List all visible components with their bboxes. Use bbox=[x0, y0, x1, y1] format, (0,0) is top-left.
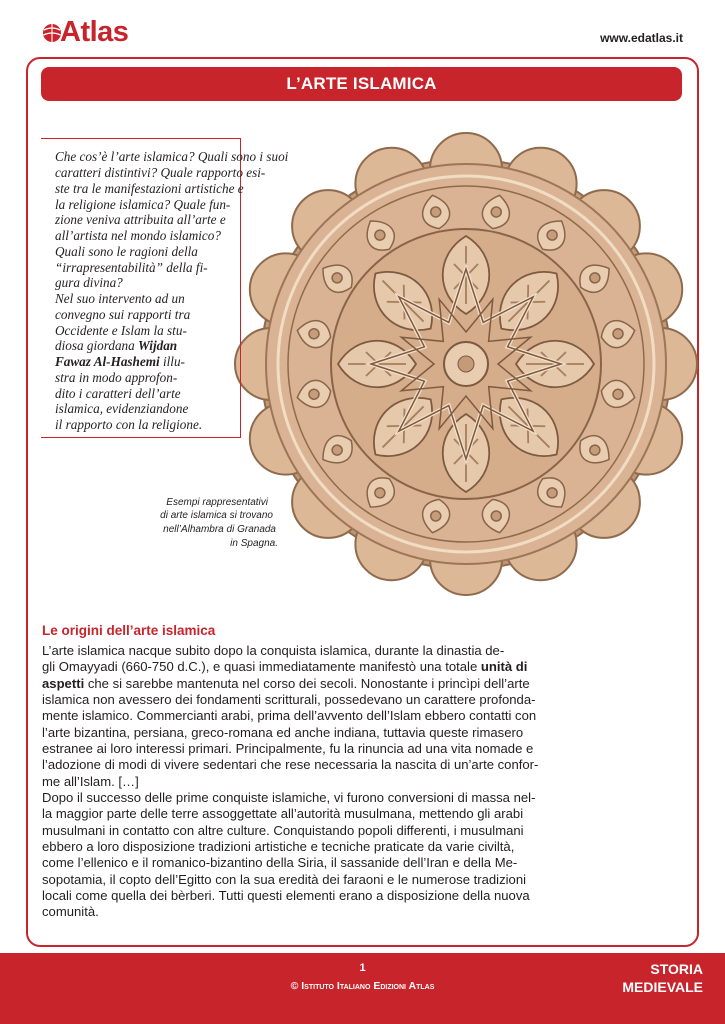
intro-line: la religione islamica? Quale fun- bbox=[55, 197, 231, 212]
body-line: come l’ellenico e il romanico-bizantino della Siria, il sassanide dell’Iran e della Me- bbox=[42, 855, 518, 870]
body-line: l’arte bizantina, persiana, greco-romana ed anche indiana, tuttavia queste rimasero bbox=[42, 725, 524, 740]
body-line: sopotamia, il copto dell’Egitto con la sua eredità dei faraoni e le numerose tradizioni bbox=[42, 872, 527, 887]
body-line: Dopo il successo delle prime conquiste islamiche, vi furono conversioni di massa nel- bbox=[42, 790, 536, 805]
intro-line: islamica, evidenziandone bbox=[55, 401, 189, 416]
image-caption: Esempi rappresentativi bbox=[166, 497, 268, 508]
body-line: estranee ai loro interessi primari. Principalmente, fu la rinuncia ad una vita nomade e bbox=[42, 741, 534, 756]
body-text: che si sarebbe mantenuta nel corso dei secoli. Nonostante i princìpi dell’arte bbox=[84, 676, 530, 691]
intro-line: convegno sui rapporti tra bbox=[55, 307, 191, 322]
website-link[interactable]: www.edatlas.it bbox=[600, 31, 683, 45]
emphasis: unità di bbox=[480, 659, 528, 674]
image-caption: nell’Alhambra di Granada bbox=[163, 524, 276, 535]
intro-text: diosa giordana bbox=[55, 338, 139, 353]
body-line: islamica non avessero dei fondamenti scritturali, possedevano un carattere profonda- bbox=[42, 692, 536, 707]
intro-line: “irrapresentabilità” della fi- bbox=[55, 260, 208, 275]
intro-line: gura divina? bbox=[55, 275, 123, 290]
body-line bbox=[42, 676, 682, 692]
intro-line: all’artista nel mondo islamico? bbox=[55, 228, 221, 243]
image-caption: in Spagna. bbox=[230, 538, 278, 549]
subject-line: MEDIEVALE bbox=[622, 979, 703, 995]
author-name: Wijdan bbox=[138, 338, 178, 353]
emphasis: aspetti bbox=[42, 676, 85, 691]
body-line: l’adozione di modi di vivere sedentari che rese necessaria la nascita di un’arte confor- bbox=[42, 757, 539, 772]
body-line: comunità. bbox=[42, 904, 99, 919]
page-title: L’ARTE ISLAMICA bbox=[286, 74, 437, 93]
intro-line: il rapporto con la religione. bbox=[55, 417, 203, 432]
copyright-notice: © Istituto Italiano Edizioni Atlas bbox=[290, 980, 435, 992]
intro-line: ste tra le manifestazioni artistiche e bbox=[55, 181, 244, 196]
alhambra-rosette-image bbox=[228, 124, 698, 607]
intro-text: illu- bbox=[159, 354, 185, 369]
body-line: locali come quella dei bèrberi. Tutti questi elementi erano a disposizione della nuova bbox=[42, 888, 530, 903]
image-caption: di arte islamica si trovano bbox=[160, 510, 273, 521]
body-text: gli Omayyadi (660-750 d.C.), e quasi immediatamente manifestò una totale bbox=[42, 659, 481, 674]
intro-line: zione veniva attribuita all’arte e bbox=[55, 212, 226, 227]
subject-line: STORIA bbox=[650, 961, 703, 977]
subject-label bbox=[622, 960, 703, 996]
intro-line bbox=[55, 354, 185, 370]
body-line: ebbero a loro disposizione tradizioni artistiche e tecniche praticate da varie civiltà, bbox=[42, 839, 515, 854]
intro-line: stra in modo approfon- bbox=[55, 370, 178, 385]
intro-line bbox=[55, 338, 177, 354]
intro-line: caratteri distintivi? Quale rapporto esi- bbox=[55, 165, 266, 180]
intro-line: Occidente e Islam la stu- bbox=[55, 323, 187, 338]
intro-line: Che cos’è l’arte islamica? Quali sono i suoi bbox=[55, 149, 289, 164]
title-bar bbox=[41, 67, 682, 101]
body-line bbox=[42, 659, 682, 675]
body-line: me all’Islam. […] bbox=[42, 774, 139, 789]
page-number: 1 bbox=[359, 962, 366, 974]
globe-icon bbox=[43, 24, 61, 42]
body-line: musulmani in contatto con altre culture. Conquistando popoli differenti, i musulmani bbox=[42, 823, 524, 838]
body-line: L’arte islamica nacque subito dopo la conquista islamica, durante la dinastia de- bbox=[42, 643, 505, 658]
intro-line: Quali sono le ragioni della bbox=[55, 244, 198, 259]
author-name: Fawaz Al-Hashemi bbox=[55, 354, 160, 369]
intro-line: Nel suo intervento ad un bbox=[55, 291, 185, 306]
logo-text: Atlas bbox=[60, 16, 129, 48]
section-heading: Le origini dell’arte islamica bbox=[42, 623, 216, 638]
body-line: mente islamico. Commercianti arabi, prima dell’avvento dell’Islam ebbero contatti con bbox=[42, 708, 537, 723]
intro-line: dito i caratteri dell’arte bbox=[55, 386, 181, 401]
body-line: la maggior parte delle terre assoggettate all’autorità musulmana, mettendo gli arabi bbox=[42, 806, 524, 821]
